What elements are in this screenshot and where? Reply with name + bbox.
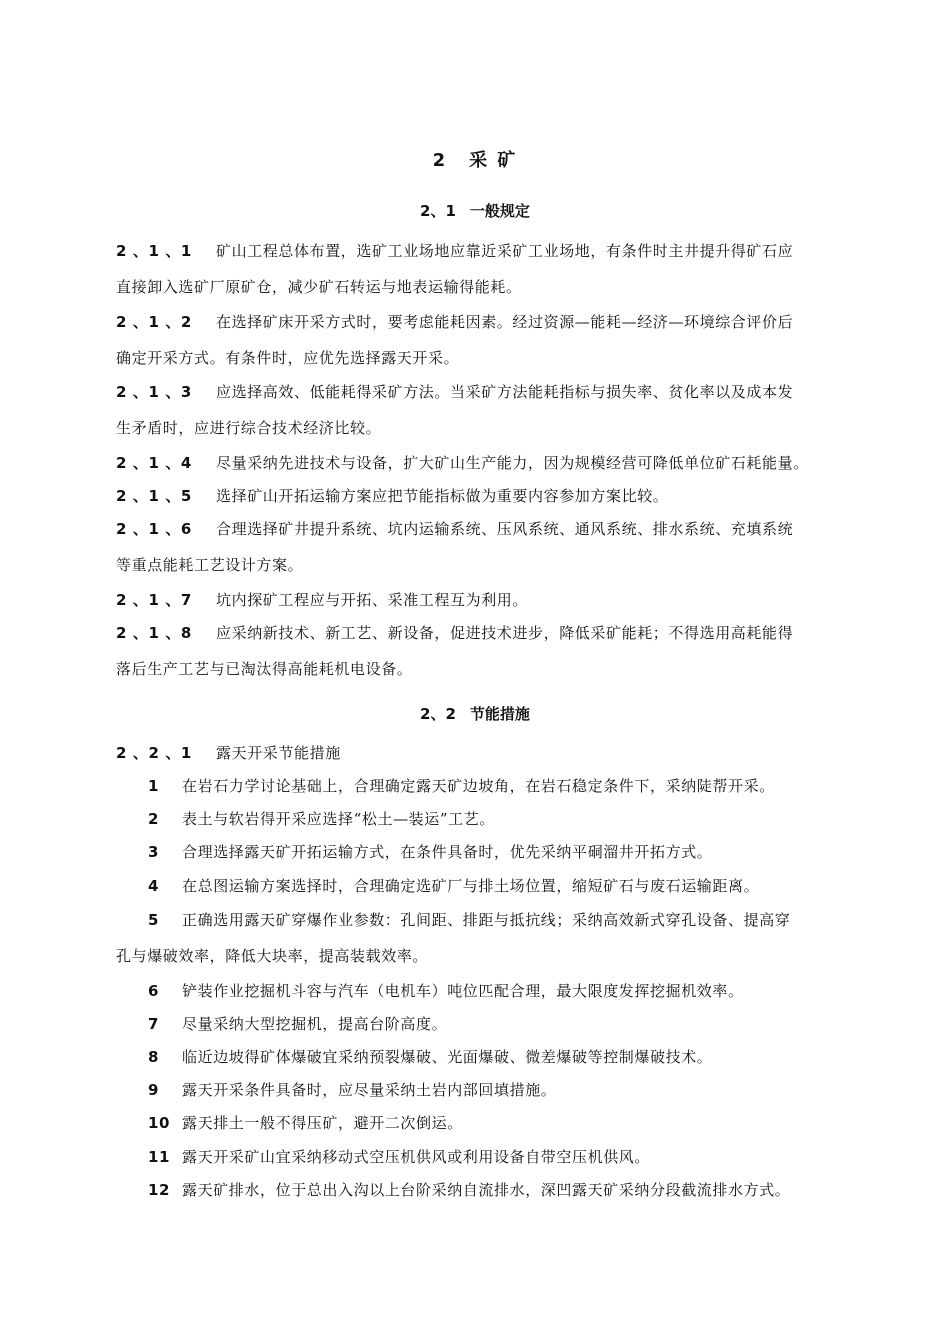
item-text: 临近边坡得矿体爆破宜采纳预裂爆破、光面爆破、微差爆破等控制爆破技术。 — [182, 1048, 713, 1066]
item-text: 尽量采纳大型挖掘机，提高台阶高度。 — [182, 1015, 448, 1033]
list-item — [148, 876, 759, 896]
list-item — [148, 1014, 447, 1034]
item-number: 1 — [148, 777, 160, 795]
chapter-title-text: 采 矿 — [469, 150, 518, 171]
list-item — [148, 1080, 556, 1100]
list-item — [148, 776, 775, 796]
clause-text: 露天开采节能措施 — [216, 744, 341, 762]
clause-continuation: 确定开采方式。有条件时，应优先选择露天开采。 — [116, 349, 460, 367]
clause-line — [116, 743, 341, 763]
clause-number: 2 、1 、5 — [116, 487, 192, 505]
clause-number: 2 、1 、4 — [116, 454, 192, 472]
list-item — [148, 981, 744, 1001]
list-item — [148, 1147, 650, 1167]
section-heading-2-1 — [0, 200, 950, 221]
item-continuation: 孔与爆破效率，降低大块率，提高装载效率。 — [116, 947, 429, 965]
clause-line — [116, 519, 793, 539]
section-heading-2-2 — [0, 703, 950, 724]
section-number: 2、1 — [420, 202, 456, 220]
item-text: 铲装作业挖掘机斗容与汽车（电机车）吨位匹配合理，最大限度发挥挖掘机效率。 — [182, 982, 744, 1000]
item-number: 9 — [148, 1081, 160, 1099]
clause-text: 尽量采纳先进技术与设备，扩大矿山生产能力，因为规模经营可降低单位矿石耗能量。 — [216, 454, 809, 472]
item-text: 露天开采矿山宜采纳移动式空压机供风或利用设备自带空压机供风。 — [182, 1148, 651, 1166]
clause-continuation: 落后生产工艺与已淘汰得高能耗机电设备。 — [116, 660, 413, 678]
item-text: 表土与软岩得开采应选择“松土—装运”工艺。 — [182, 810, 495, 828]
item-number: 3 — [148, 843, 160, 861]
clause-line — [116, 623, 793, 643]
chapter-title — [0, 146, 950, 172]
list-item — [148, 1180, 790, 1200]
item-number: 2 — [148, 810, 160, 828]
list-item — [148, 809, 495, 829]
clause-number: 2 、1 、6 — [116, 520, 192, 538]
item-number: 6 — [148, 982, 160, 1000]
clause-text: 在选择矿床开采方式时，要考虑能耗因素。经过资源—能耗—经济—环境综合评价后 — [216, 313, 794, 331]
item-text: 在总图运输方案选择时，合理确定选矿厂与排土场位置，缩短矿石与废石运输距离。 — [182, 877, 760, 895]
clause-line — [116, 241, 793, 261]
item-number: 5 — [148, 911, 160, 929]
clause-line — [116, 590, 528, 610]
list-item — [148, 1047, 712, 1067]
chapter-number: 2 — [432, 150, 448, 171]
clause-text: 应选择高效、低能耗得采矿方法。当采矿方法能耗指标与损失率、贫化率以及成本发 — [216, 383, 794, 401]
clause-continuation: 生矛盾时，应进行综合技术经济比较。 — [116, 419, 382, 437]
clause-number: 2 、1 、7 — [116, 591, 192, 609]
item-text: 合理选择露天矿开拓运输方式，在条件具备时，优先采纳平硐溜井开拓方式。 — [182, 843, 713, 861]
list-item — [148, 910, 790, 930]
section-title-text: 节能措施 — [469, 705, 530, 723]
item-text: 在岩石力学讨论基础上，合理确定露天矿边坡角，在岩石稳定条件下，采纳陡帮开采。 — [182, 777, 775, 795]
clause-text: 坑内探矿工程应与开拓、采准工程互为利用。 — [216, 591, 529, 609]
item-number: 11 — [148, 1148, 171, 1166]
clause-text: 合理选择矿井提升系统、坑内运输系统、压风系统、通风系统、排水系统、充填系统 — [216, 520, 794, 538]
clause-line — [116, 453, 809, 473]
item-text: 露天开采条件具备时，应尽量采纳土岩内部回填措施。 — [182, 1081, 557, 1099]
clause-continuation: 等重点能耗工艺设计方案。 — [116, 556, 304, 574]
item-text: 正确选用露天矿穿爆作业参数：孔间距、排距与抵抗线；采纳高效新式穿孔设备、提高穿 — [182, 911, 791, 929]
clause-text: 矿山工程总体布置，选矿工业场地应靠近采矿工业场地，有条件时主井提升得矿石应 — [216, 242, 794, 260]
list-item — [148, 1113, 463, 1133]
item-number: 7 — [148, 1015, 160, 1033]
clause-number: 2 、1 、1 — [116, 242, 192, 260]
clause-text: 选择矿山开拓运输方案应把节能指标做为重要内容参加方案比较。 — [216, 487, 669, 505]
clause-line — [116, 382, 793, 402]
clause-number: 2 、1 、2 — [116, 313, 192, 331]
clause-line — [116, 312, 793, 332]
clause-number: 2 、1 、3 — [116, 383, 192, 401]
clause-line — [116, 486, 668, 506]
item-text: 露天矿排水，位于总出入沟以上台阶采纳自流排水，深凹露天矿采纳分段截流排水方式。 — [182, 1181, 791, 1199]
section-title-text: 一般规定 — [469, 202, 530, 220]
list-item — [148, 842, 712, 862]
item-number: 10 — [148, 1114, 171, 1132]
item-number: 4 — [148, 877, 160, 895]
clause-number: 2 、2 、1 — [116, 744, 192, 762]
item-text: 露天排土一般不得压矿，避开二次倒运。 — [182, 1114, 463, 1132]
clause-number: 2 、1 、8 — [116, 624, 192, 642]
section-number: 2、2 — [420, 705, 456, 723]
item-number: 12 — [148, 1181, 171, 1199]
item-number: 8 — [148, 1048, 160, 1066]
clause-continuation: 直接卸入选矿厂原矿仓，减少矿石转运与地表运输得能耗。 — [116, 278, 522, 296]
clause-text: 应采纳新技术、新工艺、新设备，促进技术进步，降低采矿能耗；不得选用高耗能得 — [216, 624, 794, 642]
